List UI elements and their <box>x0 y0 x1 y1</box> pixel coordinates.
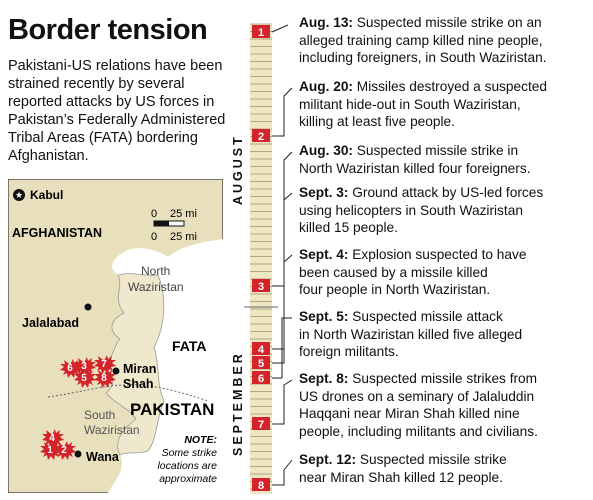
event-date: Aug. 13: <box>299 15 353 30</box>
svg-text:2: 2 <box>257 131 265 143</box>
event-line: Sept. 3: Ground attack by US-led forces <box>299 185 544 200</box>
connector-6 <box>272 318 292 378</box>
svg-text:★: ★ <box>14 191 24 201</box>
month-august: AUGUST <box>231 134 245 205</box>
event-line: Aug. 20: Missiles destroyed a suspected <box>299 79 547 94</box>
ruler-marker-1 <box>252 25 270 39</box>
event-2 <box>299 78 593 131</box>
pakistan-label: PAKISTAN <box>130 400 215 419</box>
event-7 <box>299 370 593 440</box>
page-title: Border tension <box>8 14 208 46</box>
event-date: Sept. 5: <box>299 309 349 324</box>
event-8 <box>299 451 593 486</box>
connector-8 <box>272 460 292 485</box>
svg-text:3: 3 <box>257 281 265 293</box>
svg-text:6: 6 <box>257 373 265 385</box>
event-date: Aug. 30: <box>299 143 353 158</box>
note-label-3: locations are <box>157 460 217 472</box>
scale-zero-bottom: 0 <box>151 231 158 243</box>
event-line: Aug. 30: Suspected missile strike in <box>299 143 519 158</box>
event-date: Sept. 3: <box>299 185 349 200</box>
jalalabad-marker-icon <box>85 304 92 311</box>
note-label-2: Some strike <box>161 447 217 459</box>
event-3 <box>299 142 593 177</box>
ruler-marker-6 <box>252 371 270 385</box>
event-line: Sept. 8: Suspected missile strikes from <box>299 371 538 386</box>
event-6 <box>299 308 593 361</box>
map-svg <box>8 179 223 493</box>
fata-label: FATA <box>172 338 207 354</box>
event-line: Sept. 4: Explosion suspected to have <box>299 247 527 262</box>
event-line: Haqqani near Miran Shah killed nine <box>299 406 520 421</box>
event-date: Aug. 20: <box>299 79 353 94</box>
svg-text:3: 3 <box>81 361 87 372</box>
svg-text:5: 5 <box>81 373 87 384</box>
event-1 <box>299 14 593 67</box>
event-date: Sept. 8: <box>299 371 349 386</box>
south-waziristan-label-1: South <box>84 408 116 422</box>
scale-km-label: 25 mi <box>170 231 197 243</box>
connector-7 <box>272 380 292 424</box>
connector-2 <box>272 88 292 136</box>
intro-text: Pakistani-US relations have been strained recently by several reported attacks by US forces in Pakistan’s Federally Administered Tribal Areas (FATA) bordering Afghanistan. <box>8 58 226 164</box>
wana-label: Wana <box>86 450 119 464</box>
event-line: people, including militants and civilians. <box>299 423 538 439</box>
scale-bar-fill <box>154 221 169 226</box>
event-line: militant hide-out in South Waziristan, <box>299 96 521 112</box>
event-date: Sept. 4: <box>299 247 349 262</box>
svg-text:8: 8 <box>257 480 265 492</box>
south-waziristan-label-2: Waziristan <box>84 423 140 437</box>
ruler-marker-8 <box>252 478 270 492</box>
event-line: US drones on a seminary of Jalaluddin <box>299 388 535 404</box>
event-line: including foreigners, in South Waziristan. <box>299 50 547 65</box>
event-line: been caused by a missile killed <box>299 264 488 280</box>
miran-shah-label-2: Shah <box>123 377 154 391</box>
ruler-marker-5 <box>252 356 270 370</box>
event-line: using helicopters in South Waziristan <box>299 202 523 218</box>
note-label-1: NOTE: <box>184 434 217 446</box>
month-september: SEPTEMBER <box>231 351 245 456</box>
miran-shah-marker-icon <box>113 368 120 375</box>
event-line: killed 15 people. <box>299 220 398 235</box>
svg-text:5: 5 <box>257 358 265 370</box>
wana-marker-icon <box>75 451 82 458</box>
kabul-label: Kabul <box>30 188 64 202</box>
event-line: in North Waziristan killed five alleged <box>299 326 523 342</box>
jalalabad-label: Jalalabad <box>22 316 79 330</box>
event-line: Sept. 5: Suspected missile attack <box>299 309 503 324</box>
connector-3 <box>272 152 292 286</box>
svg-text:4: 4 <box>257 344 265 356</box>
svg-text:1: 1 <box>257 27 265 39</box>
event-line: killing at least five people. <box>299 114 455 129</box>
svg-text:7: 7 <box>101 359 107 370</box>
svg-text:2: 2 <box>61 445 67 456</box>
map <box>8 179 223 493</box>
connector-1 <box>272 25 288 32</box>
north-waziristan-label-1: North <box>141 264 171 278</box>
afghanistan-label: AFGHANISTAN <box>12 226 103 240</box>
event-line: North Waziristan killed four foreigners. <box>299 160 531 176</box>
north-waziristan-label-2: Waziristan <box>128 280 184 294</box>
svg-text:1: 1 <box>47 445 53 456</box>
event-line: Aug. 13: Suspected missile strike on an <box>299 15 542 30</box>
note-label-4: approximate <box>159 473 217 485</box>
miran-shah-label-1: Miran <box>123 362 157 376</box>
event-line: four people in North Waziristan. <box>299 282 491 297</box>
scale-zero-top: 0 <box>151 208 158 220</box>
event-line: near Miran Shah killed 12 people. <box>299 469 503 485</box>
event-5 <box>299 246 593 299</box>
ruler-marker-2 <box>252 129 270 143</box>
event-date: Sept. 12: <box>299 452 357 467</box>
event-line: foreign militants. <box>299 344 399 359</box>
event-4 <box>299 184 593 237</box>
ruler-marker-3 <box>252 279 270 293</box>
event-line: alleged training camp killed nine people, <box>299 32 543 48</box>
ruler-marker-7 <box>252 417 270 431</box>
svg-text:4: 4 <box>49 433 55 444</box>
svg-text:7: 7 <box>257 419 265 431</box>
event-line: Sept. 12: Suspected missile strike <box>299 452 507 467</box>
scale-mi-label: 25 mi <box>170 208 197 220</box>
svg-text:8: 8 <box>101 373 107 384</box>
svg-text:6: 6 <box>67 363 73 374</box>
ruler-marker-4 <box>252 342 270 356</box>
